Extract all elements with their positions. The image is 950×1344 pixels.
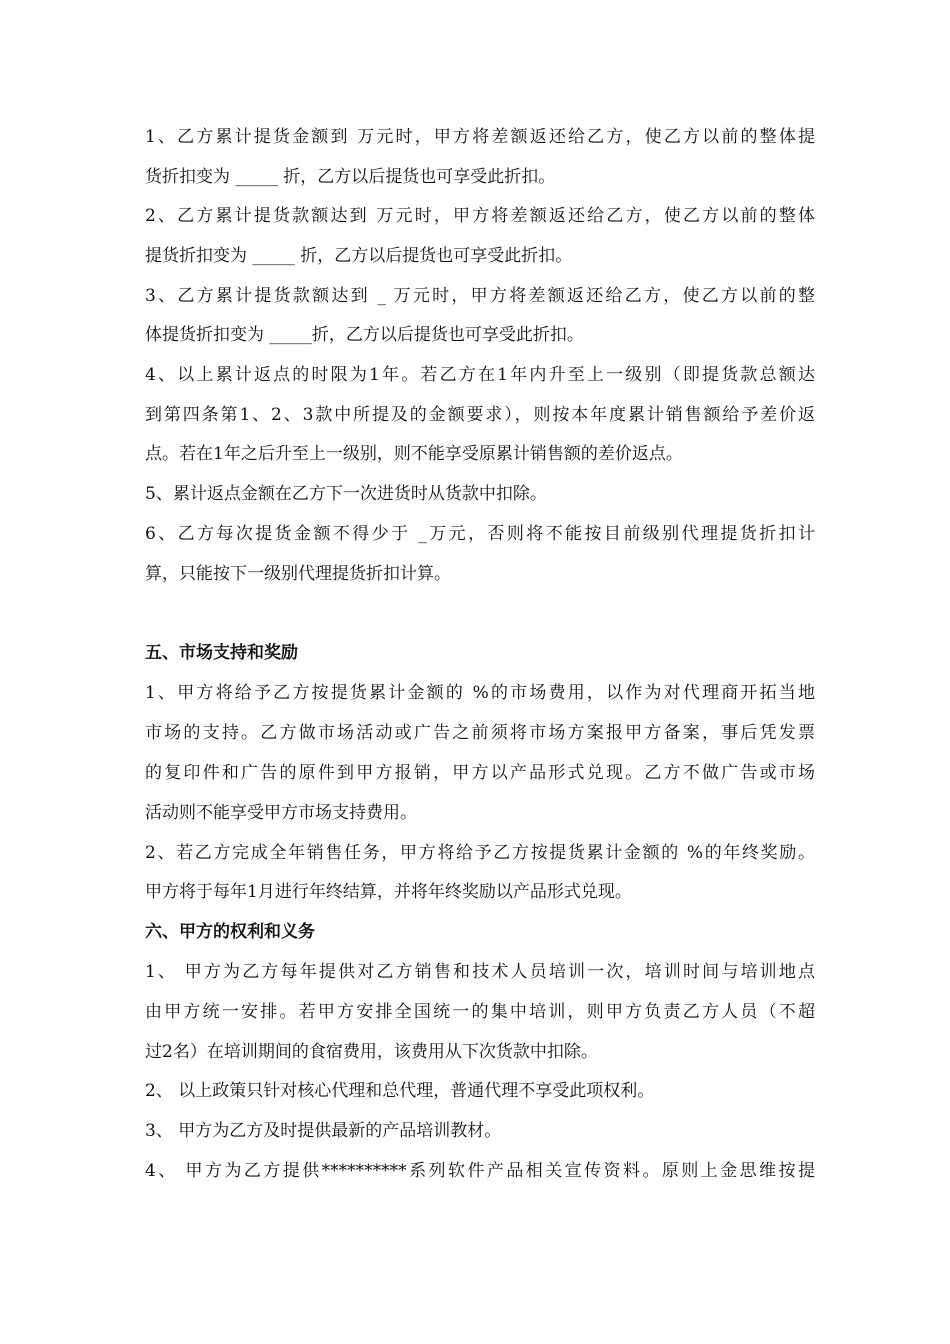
s6-item3-line1: 3、 甲方为乙方及时提供最新的产品培训教材。	[145, 1121, 502, 1141]
s6-item1-line3: 过2名）在培训期间的食宿费用，该费用从下次货款中扣除。	[145, 1042, 598, 1062]
s4-item3-line2: 体提货折扣变为 _____折，乙方以后提货也可享受此折扣。	[145, 325, 584, 345]
s4-item4-line3: 点。若在1年之后升至上一级别，则不能享受原累计销售额的差价返点。	[145, 444, 683, 464]
s4-item3-line1: 3、乙方累计提货款额达到 _ 万元时，甲方将差额返还给乙方，使乙方以前的整	[145, 286, 815, 306]
s5-item2-line2: 甲方将于每年1月进行年终结算，并将年终奖励以产品形式兑现。	[145, 882, 632, 902]
s4-item2-line2: 提货折扣变为 _____ 折，乙方以后提货也可享受此折扣。	[145, 246, 573, 266]
s5-item1-line3: 的复印件和广告的原件到甲方报销，甲方以产品形式兑现。乙方不做广告或市场	[145, 763, 815, 783]
s4-item2-line1: 2、乙方累计提货款额达到 万元时，甲方将差额返还给乙方，使乙方以前的整体	[145, 206, 815, 226]
s5-item2-line1: 2、若乙方完成全年销售任务，甲方将给予乙方按提货累计金额的 %的年终奖励。	[145, 843, 815, 863]
section6-heading: 六、甲方的权利和义务	[145, 922, 315, 942]
s4-item4-line1: 4、以上累计返点的时限为1年。若乙方在1年内升至上一级别（即提货款总额达	[145, 365, 815, 385]
s4-item6-line1: 6、乙方每次提货金额不得少于 _万元，否则将不能按目前级别代理提货折扣计	[145, 524, 815, 544]
section5-heading: 五、市场支持和奖励	[145, 643, 298, 663]
s4-item6-line2: 算，只能按下一级别代理提货折扣计算。	[145, 564, 451, 584]
s5-item1-line1: 1、甲方将给予乙方按提货累计金额的 %的市场费用，以作为对代理商开拓当地	[145, 683, 815, 703]
s5-item1-line2: 市场的支持。乙方做市场活动或广告之前须将市场方案报甲方备案，事后凭发票	[145, 723, 815, 743]
s5-item1-line4: 活动则不能享受甲方市场支持费用。	[145, 803, 417, 823]
s4-item1-line1: 1、乙方累计提货金额到 万元时，甲方将差额返还给乙方，使乙方以前的整体提	[145, 127, 815, 147]
s4-item1-line2: 货折扣变为 _____ 折，乙方以后提货也可享受此折扣。	[145, 167, 556, 187]
s6-item2-line1: 2、 以上政策只针对核心代理和总代理，普通代理不享受此项权利。	[145, 1081, 655, 1101]
s6-item1-line2: 由甲方统一安排。若甲方安排全国统一的集中培训，则甲方负责乙方人员（不超	[145, 1002, 815, 1022]
s6-item1-line1: 1、 甲方为乙方每年提供对乙方销售和技术人员培训一次，培训时间与培训地点	[145, 962, 815, 982]
s4-item5-line1: 5、累计返点金额在乙方下一次进货时从货款中扣除。	[145, 484, 547, 504]
s6-item4-line1: 4、 甲方为乙方提供**********系列软件产品相关宣传资料。原则上金思维按提	[145, 1161, 815, 1181]
s4-item4-line2: 到第四条第1、2、3款中所提及的金额要求），则按本年度累计销售额给予差价返	[145, 405, 815, 425]
